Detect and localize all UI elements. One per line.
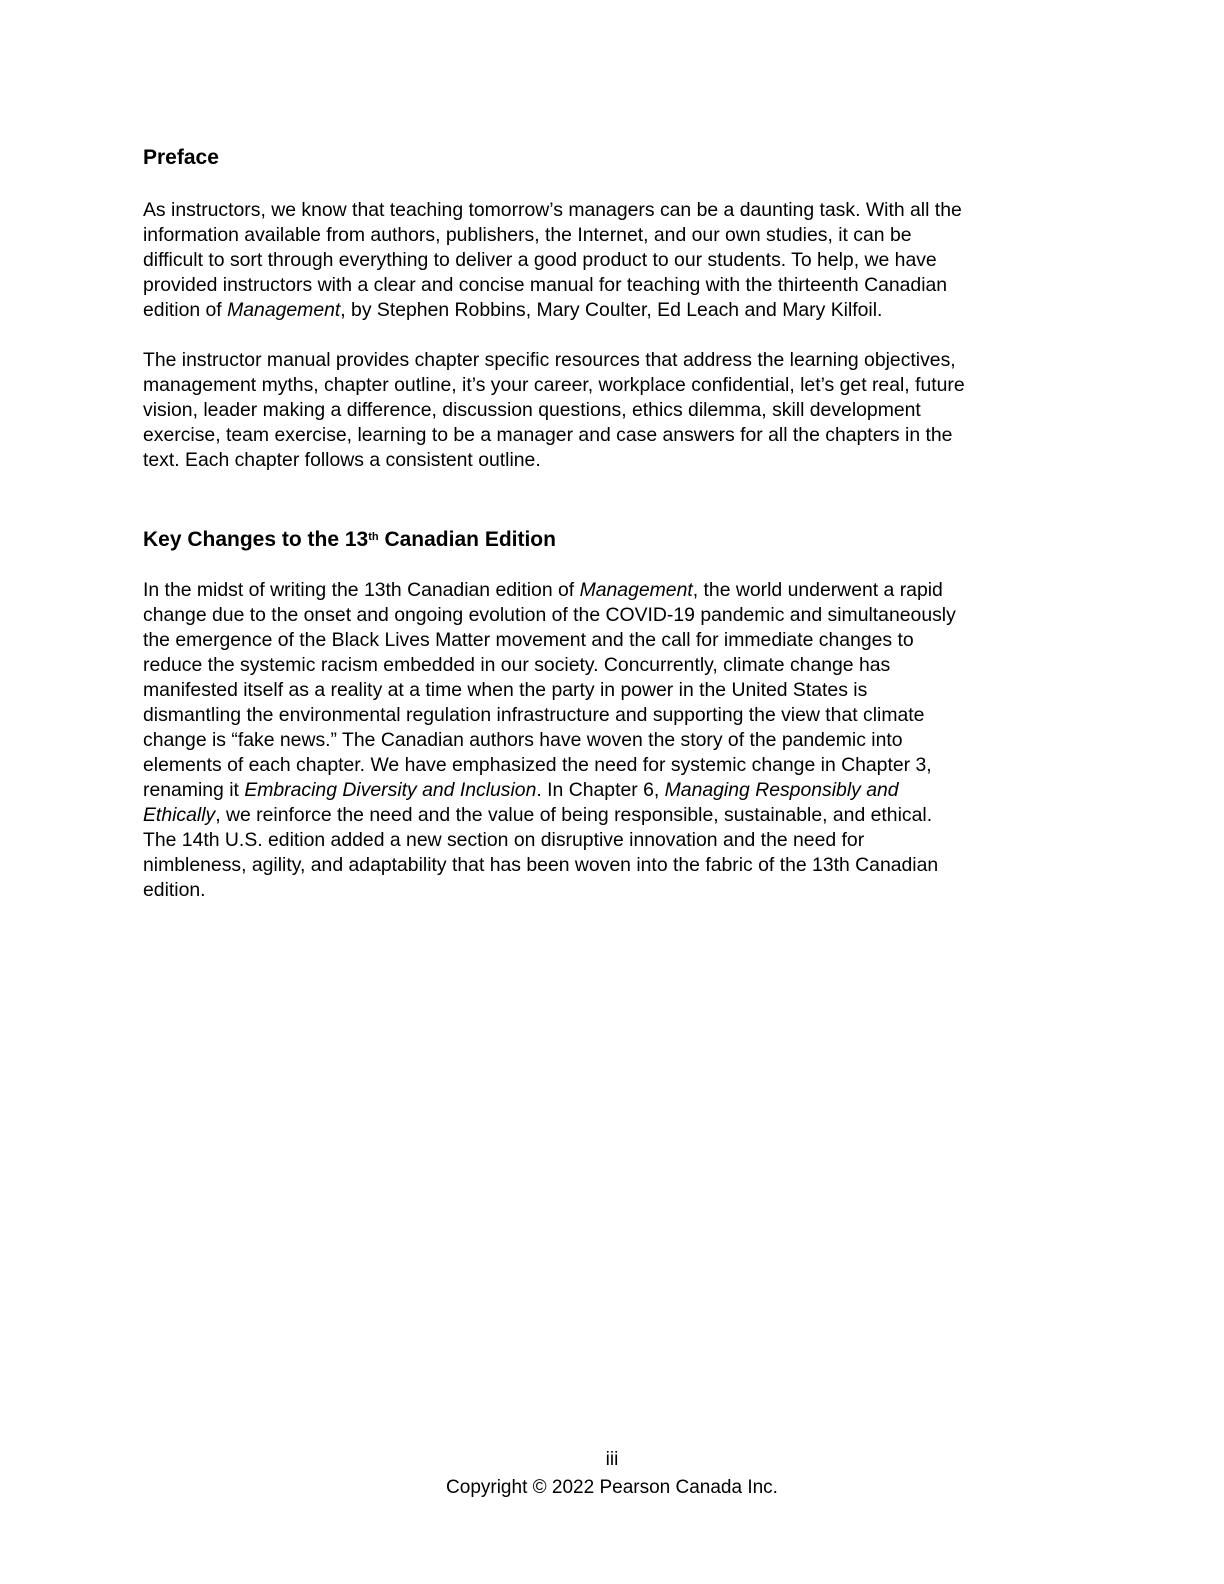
- text-span: , the world underwent a rapid: [692, 579, 943, 601]
- text-line: exercise, team exercise, learning to be a manager and case answers for all the chapters in the: [143, 424, 953, 446]
- preface-paragraph-1: [143, 198, 1083, 323]
- text-line: [143, 803, 1083, 828]
- text-line: the emergence of the Black Lives Matter movement and the call for immediate changes to: [143, 629, 914, 651]
- text-line: manifested itself as a reality at a time when the party in power in the United States is: [143, 679, 868, 701]
- text-line: The 14th U.S. edition added a new section on disruptive innovation and the need for: [143, 829, 865, 851]
- ordinal-superscript: th: [368, 531, 379, 543]
- heading-text: Key Changes to the 13: [143, 528, 369, 551]
- chapter-title-italic: Embracing Diversity and Inclusion: [244, 779, 537, 801]
- text-line: [143, 578, 1083, 603]
- chapter-title-italic: Ethically: [143, 804, 216, 826]
- chapter-title-italic: Managing Responsibly and: [664, 779, 899, 801]
- text-span: In the midst of writing the 13th Canadian edition of: [143, 579, 580, 601]
- text-line: information available from authors, publishers, the Internet, and our own studies, it can be: [143, 224, 912, 246]
- text-line: change is “fake news.” The Canadian authors have woven the story of the pandemic into: [143, 729, 903, 751]
- book-title-italic: Management: [579, 579, 693, 601]
- copyright-notice: Copyright © 2022 Pearson Canada Inc.: [446, 1477, 778, 1498]
- text-line: [143, 298, 1083, 323]
- text-line: edition.: [143, 879, 206, 901]
- text-span: , we reinforce the need and the value of being responsible, sustainable, and ethical.: [215, 804, 933, 826]
- key-changes-paragraph: [143, 578, 1083, 903]
- text-line: change due to the onset and ongoing evolution of the COVID-19 pandemic and simultaneously: [143, 604, 956, 626]
- text-line: elements of each chapter. We have emphasized the need for systemic change in Chapter 3,: [143, 754, 932, 776]
- text-line: The instructor manual provides chapter specific resources that address the learning objectives,: [143, 349, 956, 371]
- text-line: text. Each chapter follows a consistent outline.: [143, 449, 541, 471]
- text-line: dismantling the environmental regulation infrastructure and supporting the view that climate: [143, 704, 925, 726]
- heading-text: Canadian Edition: [378, 528, 556, 551]
- text-line: provided instructors with a clear and concise manual for teaching with the thirteenth Canadian: [143, 274, 948, 296]
- text-line: nimbleness, agility, and adaptability that has been woven into the fabric of the 13th Canadian: [143, 854, 939, 876]
- key-changes-heading: [143, 527, 556, 552]
- text-span: renaming it: [143, 779, 245, 801]
- text-span: , by Stephen Robbins, Mary Coulter, Ed Leach and Mary Kilfoil.: [340, 299, 883, 321]
- preface-paragraph-2: [143, 348, 1083, 473]
- text-span: edition of: [143, 299, 228, 321]
- page-number: iii: [605, 1449, 619, 1470]
- text-line: reduce the systemic racism embedded in our society. Concurrently, climate change has: [143, 654, 891, 676]
- text-span: . In Chapter 6,: [536, 779, 665, 801]
- text-line: difficult to sort through everything to deliver a good product to our students. To help, we have: [143, 249, 937, 271]
- text-line: vision, leader making a difference, discussion questions, ethics dilemma, skill development: [143, 399, 921, 421]
- text-line: [143, 778, 1083, 803]
- text-line: management myths, chapter outline, it’s your career, workplace confidential, let’s get real, future: [143, 374, 965, 396]
- text-line: As instructors, we know that teaching tomorrow’s managers can be a daunting task. With all the: [143, 199, 962, 221]
- preface-heading: Preface: [143, 146, 219, 169]
- book-title-italic: Management: [227, 299, 341, 321]
